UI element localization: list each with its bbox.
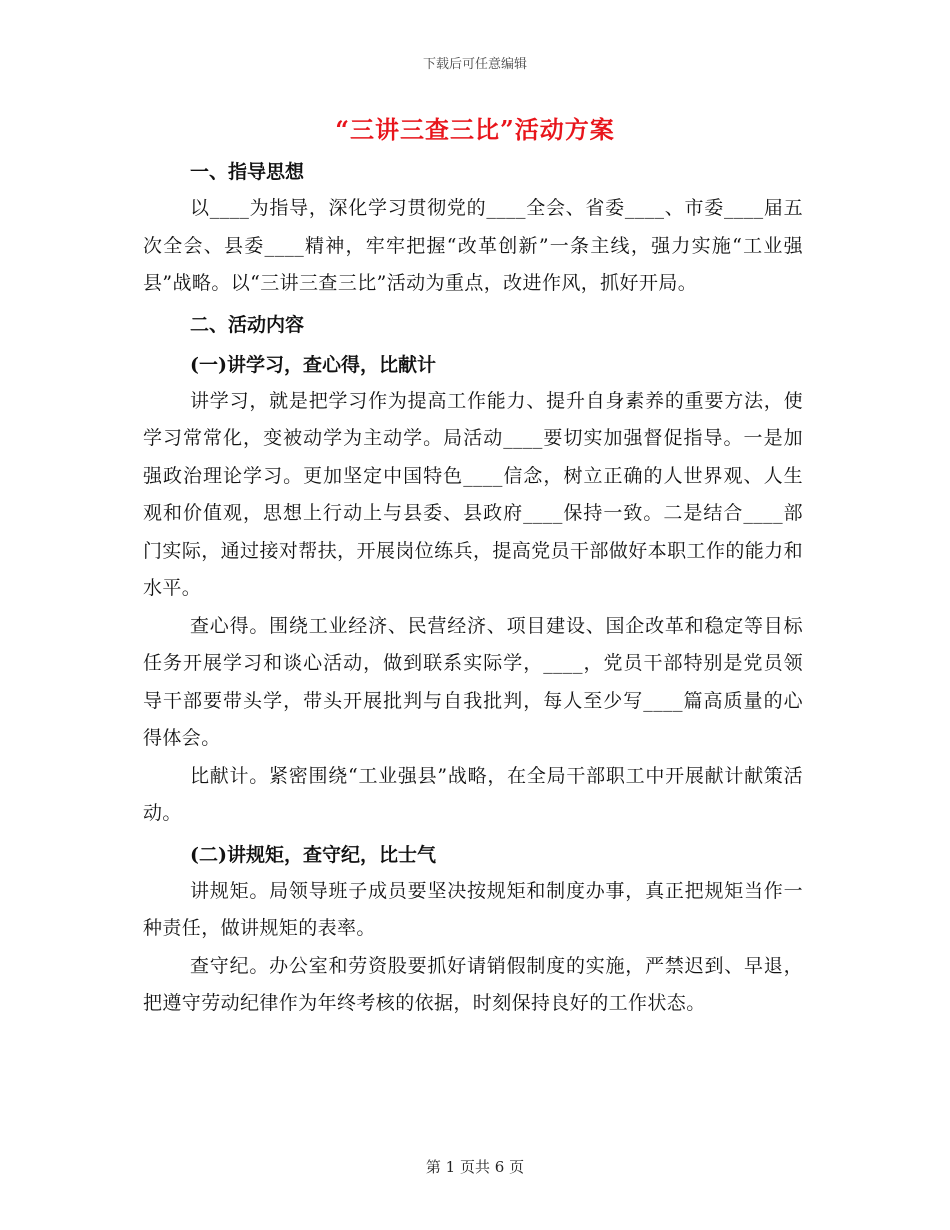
paragraph: 讲学习，就是把学习作为提高工作能力、提升自身素养的重要方法，使学习常常化，变被动学为主动学。局活动____要切实加强督促指导。一是加强政治理论学习。更加坚定中国特色____信念，树立正确的人世界观、人生观和价值观，思想上行动上与县委、县政府____保持一致。二是结合____部门实际，通过接对帮扶，开展岗位练兵，提高党员干部做好本职工作的能力和水平。 — [143, 389, 803, 599]
paragraph: 讲规矩。局领导班子成员要坚决按规矩和制度办事，真正把规矩当作一种责任，做讲规矩的表率。 — [143, 879, 803, 939]
subsection-heading-study: (一)讲学习，查心得，比献计 — [190, 353, 436, 376]
paragraph: 查守纪。办公室和劳资股要抓好请销假制度的实施，严禁迟到、早退，把遵守劳动纪律作为年终考核的依据，时刻保持良好的工作状态。 — [143, 954, 803, 1014]
document-body — [143, 150, 803, 1023]
section-heading-guiding-thought: 一、指导思想 — [190, 161, 305, 183]
paragraph: 比献计。紧密围绕“工业强县”战略，在全局干部职工中开展献计献策活动。 — [143, 764, 803, 824]
section-heading-activity-content: 二、活动内容 — [190, 313, 305, 336]
page-footer: 第 1 页共 6 页 — [425, 1158, 525, 1176]
page-header: 下载后可任意编辑 — [422, 57, 527, 72]
subsection-heading-rules: (二)讲规矩，查守纪，比士气 — [190, 843, 436, 866]
document-title: “三讲三查三比”活动方案 — [335, 115, 615, 144]
paragraph: 以____为指导，深化学习贯彻党的____全会、省委____、市委____届五次全会、县委____精神，牢牢把握“改革创新”一条主线，强力实施“工业强县”战略。以“三讲三查三比”活动为重点，改进作风，抓好开局。 — [143, 197, 803, 294]
paragraph: 查心得。围绕工业经济、民营经济、项目建设、国企改革和稳定等目标任务开展学习和谈心活动，做到联系实际学，____，党员干部特别是党员领导干部要带头学，带头开展批判与自我批判，每人至少写____篇高质量的心得体会。 — [143, 614, 803, 749]
